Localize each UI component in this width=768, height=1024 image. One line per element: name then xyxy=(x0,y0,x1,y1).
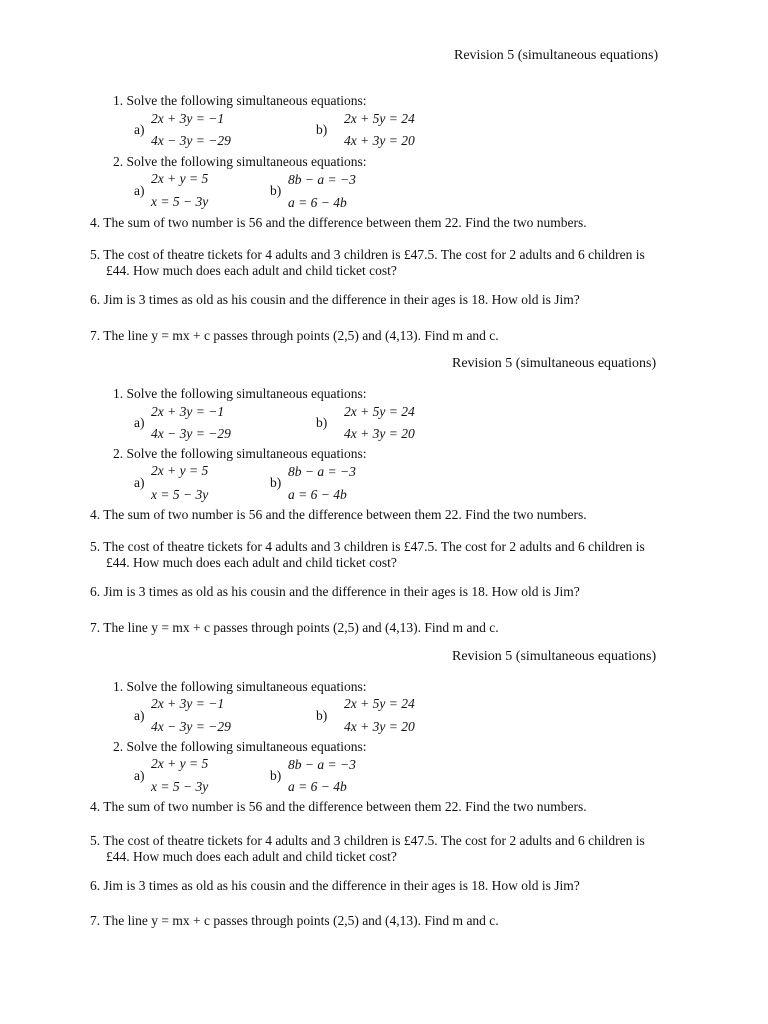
q1b-equation-1: 2x + 5y = 24 xyxy=(344,696,415,711)
q1a-equation-1: 2x + 3y = −1 xyxy=(151,404,225,419)
question-6-text: 6. Jim is 3 times as old as his cousin and the difference in their ages is 18. How old is Jim? xyxy=(90,584,580,599)
question-4-text: 4. The sum of two number is 56 and the difference between them 22. Find the two numbers. xyxy=(90,799,587,814)
q1a-equation-2: 4x − 3y = −29 xyxy=(151,426,231,441)
question-1-text: 1. Solve the following simultaneous equations: xyxy=(113,386,367,401)
sheet-title: Revision 5 (simultaneous equations) xyxy=(454,48,659,63)
question-1-text: 1. Solve the following simultaneous equations: xyxy=(113,93,367,108)
q1b-label: b) xyxy=(316,708,328,723)
question-5-line-2: £44. How much does each adult and child ticket cost? xyxy=(106,555,397,570)
q1a-equation-1: 2x + 3y = −1 xyxy=(151,696,225,711)
question-6-text: 6. Jim is 3 times as old as his cousin and the difference in their ages is 18. How old is Jim? xyxy=(90,292,580,307)
sheet-title: Revision 5 (simultaneous equations) xyxy=(452,356,657,371)
q2a-equation-1: 2x + y = 5 xyxy=(151,463,209,478)
q1b-equation-1: 2x + 5y = 24 xyxy=(344,404,415,419)
q2b-equation-2: a = 6 − 4b xyxy=(288,195,347,210)
q2a-label: a) xyxy=(134,768,145,783)
q2a-equation-2: x = 5 − 3y xyxy=(151,487,209,502)
question-5-line-1: 5. The cost of theatre tickets for 4 adults and 3 children is £47.5. The cost for 2 adults and 6 children is xyxy=(90,833,645,848)
q2a-equation-1: 2x + y = 5 xyxy=(151,171,209,186)
q1a-equation-1: 2x + 3y = −1 xyxy=(151,111,225,126)
question-7-text: 7. The line y = mx + c passes through points (2,5) and (4,13). Find m and c. xyxy=(90,913,499,928)
q2a-label: a) xyxy=(134,475,145,490)
q2b-equation-1: 8b − a = −3 xyxy=(288,464,356,479)
q1b-equation-2: 4x + 3y = 20 xyxy=(344,133,415,148)
q2a-label: a) xyxy=(134,183,145,198)
revision-sheet-3 xyxy=(0,631,768,931)
question-4-text: 4. The sum of two number is 56 and the difference between them 22. Find the two numbers. xyxy=(90,507,587,522)
q1a-label: a) xyxy=(134,708,145,723)
q1b-label: b) xyxy=(316,415,328,430)
q2b-equation-2: a = 6 − 4b xyxy=(288,779,347,794)
q2b-label: b) xyxy=(270,183,282,198)
question-5-line-1: 5. The cost of theatre tickets for 4 adults and 3 children is £47.5. The cost for 2 adults and 6 children is xyxy=(90,247,645,262)
question-7-text: 7. The line y = mx + c passes through points (2,5) and (4,13). Find m and c. xyxy=(90,328,499,343)
question-5-line-2: £44. How much does each adult and child ticket cost? xyxy=(106,849,397,864)
q2a-equation-2: x = 5 − 3y xyxy=(151,779,209,794)
question-2-text: 2. Solve the following simultaneous equations: xyxy=(113,739,367,754)
q2b-equation-1: 8b − a = −3 xyxy=(288,757,356,772)
q2b-label: b) xyxy=(270,768,282,783)
q1b-equation-2: 4x + 3y = 20 xyxy=(344,426,415,441)
question-2-text: 2. Solve the following simultaneous equations: xyxy=(113,446,367,461)
question-7-text: 7. The line y = mx + c passes through points (2,5) and (4,13). Find m and c. xyxy=(90,620,499,635)
q1a-label: a) xyxy=(134,122,145,137)
question-2-text: 2. Solve the following simultaneous equations: xyxy=(113,154,367,169)
question-6-text: 6. Jim is 3 times as old as his cousin and the difference in their ages is 18. How old is Jim? xyxy=(90,878,580,893)
q1a-equation-2: 4x − 3y = −29 xyxy=(151,719,231,734)
q1b-label: b) xyxy=(316,122,328,137)
q2b-equation-2: a = 6 − 4b xyxy=(288,487,347,502)
q2b-label: b) xyxy=(270,475,282,490)
revision-sheet-2 xyxy=(0,338,768,638)
sheet-title: Revision 5 (simultaneous equations) xyxy=(452,649,657,664)
question-5-line-2: £44. How much does each adult and child ticket cost? xyxy=(106,263,397,278)
question-4-text: 4. The sum of two number is 56 and the difference between them 22. Find the two numbers. xyxy=(90,215,587,230)
q2a-equation-2: x = 5 − 3y xyxy=(151,194,209,209)
q1b-equation-1: 2x + 5y = 24 xyxy=(344,111,415,126)
q1a-equation-2: 4x − 3y = −29 xyxy=(151,133,231,148)
q2b-equation-1: 8b − a = −3 xyxy=(288,172,356,187)
q2a-equation-1: 2x + y = 5 xyxy=(151,756,209,771)
question-1-text: 1. Solve the following simultaneous equations: xyxy=(113,679,367,694)
q1b-equation-2: 4x + 3y = 20 xyxy=(344,719,415,734)
question-5-line-1: 5. The cost of theatre tickets for 4 adults and 3 children is £47.5. The cost for 2 adults and 6 children is xyxy=(90,539,645,554)
revision-sheet-1 xyxy=(0,45,768,345)
q1a-label: a) xyxy=(134,415,145,430)
